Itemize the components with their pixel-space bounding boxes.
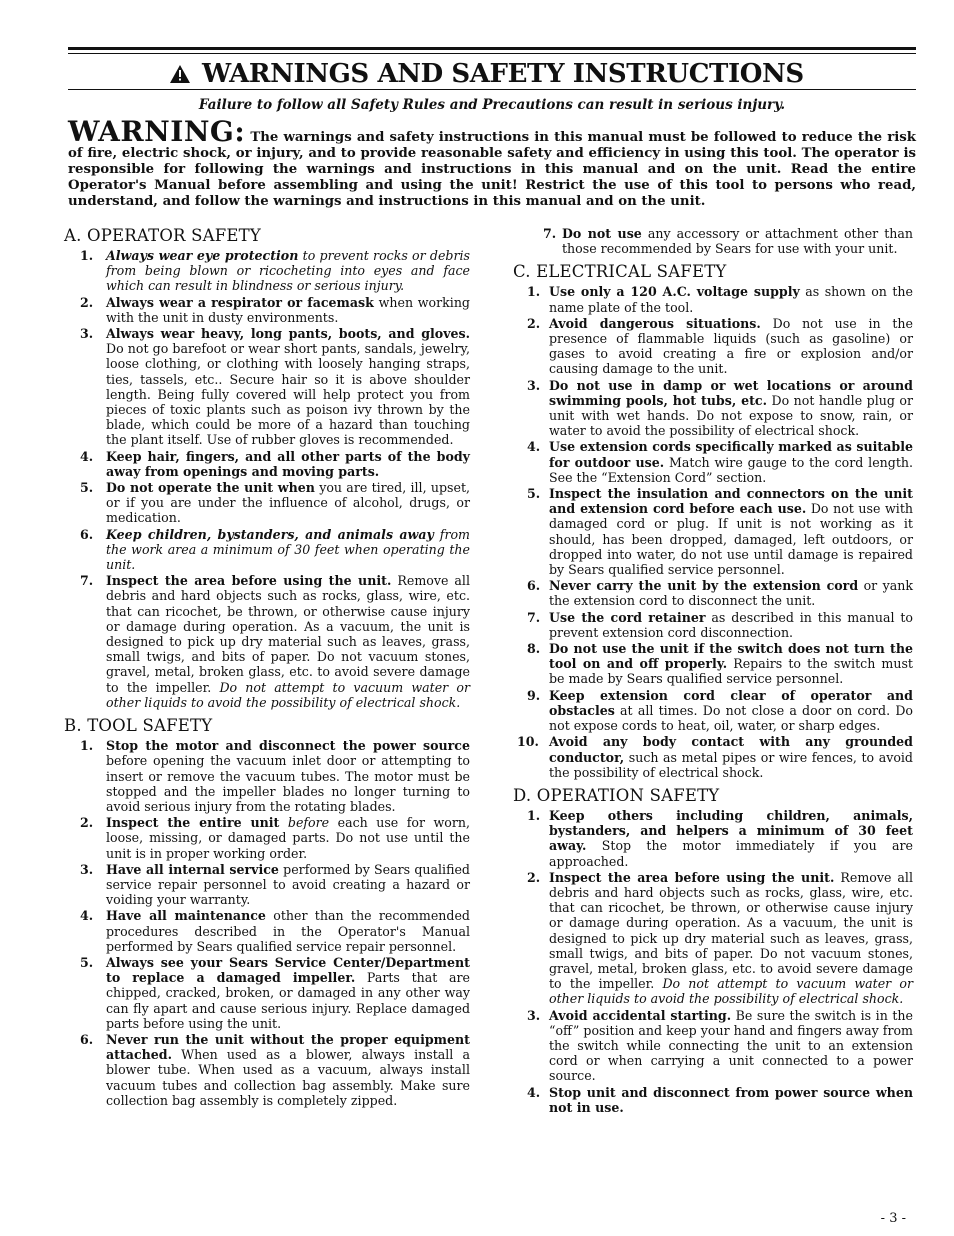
item-number: 9. — [527, 687, 541, 703]
item-text: performed by Sears qualified service repair personnel to avoid creating a hazard or voiding your warranty. — [106, 861, 470, 908]
item-text: as shown on the name plate of the tool. — [549, 284, 913, 315]
list-item — [64, 326, 470, 448]
warning-word: WARNING: — [68, 115, 246, 148]
item-text: before opening the vacuum inlet door or attempting to insert or remove the vacuum tubes. The motor must be stopped and the impeller blades no longer turning to avoid serious injury from the rotating blades. — [106, 753, 470, 814]
item-lead: Have all internal service — [106, 861, 279, 877]
item-number: 3. — [80, 861, 94, 877]
item-number: 4. — [80, 908, 94, 924]
title-underline — [68, 89, 916, 90]
list-item — [513, 1085, 913, 1115]
page-title — [170, 58, 830, 90]
item-lead: Inspect the area before using the unit. — [106, 573, 392, 589]
item-number: 2. — [527, 315, 541, 331]
item-text: Do not use in the presence of flammable liquids (such as gasoline) or gases to avoid creating a fire or explosion and/or causing damage to the unit. — [549, 315, 913, 377]
list-item — [513, 808, 913, 869]
list-item — [64, 1032, 470, 1108]
list-item — [64, 815, 470, 861]
item-number: 3. — [527, 377, 541, 393]
item-lead: Keep extension cord clear of operator and obstacles — [549, 687, 913, 718]
item-lead: Do not operate the unit when — [106, 480, 315, 496]
item-lead: Always wear eye protection — [106, 248, 299, 263]
list-item — [64, 738, 470, 814]
item-number: 8. — [527, 641, 541, 657]
item-lead: Use extension cords specifically marked as suitable for outdoor use. — [549, 439, 913, 470]
item-lead: Inspect the area before using the unit. — [549, 869, 835, 885]
item-number: 6. — [80, 1031, 94, 1047]
item-lead: Stop the motor and disconnect the power source — [106, 738, 470, 754]
item-number: 6. — [80, 526, 94, 542]
item-number: 5. — [527, 486, 541, 502]
item-lead: Do not use the unit if the switch does not turn the tool on and off properly. — [549, 641, 913, 672]
item-text: Do not go barefoot or wear short pants, sandals, jewelry, loose clothing, or clothing with loosely hanging straps, ties, tassels, etc.. Secure hair so it is above shoulder length. Being fully covered will help protect you from pieces of toxic plants such as poison ivy thrown by the blade, which could be more of a hazard than touching the plant itself. Use of rubber gloves is recommended. — [106, 341, 470, 448]
item-lead: Keep others including children, animals, bystanders, and helpers a minimum of 30 feet away. — [549, 807, 913, 854]
item-lead: Stop unit and disconnect from power source when not in use. — [549, 1084, 913, 1115]
item-text: Parts that are chipped, cracked, broken, or damaged in any other way can fly apart and cause serious injury. Replace damaged parts before using the unit. — [106, 970, 470, 1031]
item-lead: Avoid dangerous situations. — [549, 315, 761, 331]
item-lead: Keep children, bystanders, and animals away — [106, 526, 434, 542]
list-item — [513, 870, 913, 1007]
list-item — [513, 734, 913, 780]
item-lead: Always wear heavy, long pants, boots, and gloves. — [106, 326, 470, 342]
item-number: 3. — [80, 326, 94, 342]
item-tail: Do not attempt to vacuum water or other liquids to avoid the possibility of electrical shock. — [549, 976, 913, 1007]
warning-triangle-icon — [170, 65, 190, 83]
item-number: 6. — [527, 578, 541, 594]
item-number: 5. — [80, 954, 94, 970]
title-text: WARNINGS AND SAFETY INSTRUCTIONS — [202, 59, 804, 89]
section-title-tool-safety: B. TOOL SAFETY — [64, 716, 213, 736]
item-text: Stop the motor immediately if you are approached. — [549, 838, 913, 869]
item-number: 3. — [527, 1007, 541, 1023]
list-item — [513, 439, 913, 485]
list-item — [513, 1008, 913, 1084]
operator-safety-continued-list — [513, 226, 913, 256]
item-lead: Never run the unit without the proper equipment attached. — [106, 1031, 470, 1063]
section-title-operator-safety: A. OPERATOR SAFETY — [64, 226, 261, 245]
list-item — [513, 284, 913, 314]
item-text: you are tired, ill, upset, or if you are under the influence of alcohol, drugs, or medication. — [106, 480, 471, 526]
tool-safety-list — [64, 738, 470, 1108]
item-text: to prevent rocks or debris from being blown or ricocheting into eyes and face which can result in blindness or serious injury. — [106, 248, 471, 294]
item-number: 4. — [527, 439, 541, 455]
item-lead: Have all maintenance — [106, 908, 266, 924]
item-number: 1. — [527, 284, 541, 300]
electrical-safety-list — [513, 284, 913, 780]
warning-intro — [68, 115, 916, 210]
item-number: 2. — [80, 815, 94, 831]
item-text: such as metal pipes or wire fences, to avoid the possibility of electrical shock. — [549, 749, 913, 780]
item-lead: Do not use — [562, 226, 642, 241]
item-number: 5. — [80, 480, 94, 496]
list-item — [64, 480, 470, 526]
item-number: 1. — [80, 738, 94, 754]
section-title-operation-safety: D. OPERATION SAFETY — [513, 785, 720, 805]
page-number: - 3 - — [880, 1211, 906, 1226]
item-text: Do not handle plug or unit with wet hands. Do not expose to snow, rain, or water to avoid the possibility of electrical shock. — [549, 392, 914, 439]
operation-safety-list — [513, 808, 913, 1115]
item-text: each use for worn, loose, missing, or damaged parts. Do not use until the unit is in proper working order. — [106, 815, 471, 861]
list-item — [64, 527, 470, 573]
list-item — [513, 486, 913, 577]
item-number: 7. — [80, 573, 94, 589]
item-lead: Avoid accidental starting. — [549, 1007, 732, 1023]
item-text: or yank the extension cord to disconnect the unit. — [549, 578, 913, 609]
subtitle: Failure to follow all Safety Rules and Precautions can result in serious injury. — [198, 97, 786, 113]
item-number: 7. — [543, 226, 557, 241]
list-item — [513, 316, 913, 377]
item-lead: Always see your Sears Service Center/Department to replace a damaged impeller. — [106, 954, 470, 986]
item-number: 1. — [80, 248, 94, 263]
item-number: 2. — [527, 869, 541, 885]
item-text: Be sure the switch is in the “off” position and keep your hand and fingers away from the switch while connecting the unit to an extension cord or when carrying a unit connected to a power source. — [549, 1007, 913, 1084]
list-item — [513, 378, 913, 439]
left-column — [64, 226, 470, 1109]
item-text: Remove all debris and hard objects such as rocks, glass, wire, etc. that can ricochet, be thrown, or otherwise cause injury or damage during operation. As a vacuum, the unit is designed to pick up dry material such as leaves, grass, small twigs, and bits of paper. Do not vacuum stones, gravel, metal, broken glass, etc. to avoid severe damage to the impeller. — [549, 869, 913, 992]
item-tail: Do not attempt to vacuum water or other liquids to avoid the possibility of electrical shock. — [106, 679, 470, 710]
top-double-rule — [68, 47, 916, 54]
item-text: When used as a blower, always install a blower tube. When used as a vacuum, always install vacuum tubes and collection bag assembly. Make sure collection bag assembly is completely zipped. — [106, 1047, 470, 1108]
list-item — [513, 688, 913, 734]
list-item — [513, 578, 913, 608]
item-lead: Inspect the entire unit — [106, 815, 280, 831]
list-item — [513, 610, 913, 640]
item-lead: Keep hair, fingers, and all other parts of the body away from openings and moving parts. — [106, 448, 470, 479]
item-text: Match wire gauge to the cord length. See the “Extension Cord” section. — [549, 454, 913, 485]
item-number: 1. — [527, 807, 541, 823]
item-lead: Always wear a respirator or facemask — [106, 294, 374, 310]
item-lead: Do not use in damp or wet locations or around swimming pools, hot tubs, etc. — [549, 377, 913, 408]
list-item — [513, 641, 913, 687]
item-number: 4. — [80, 448, 94, 464]
item-lead: Avoid any body contact with any grounded conductor, — [549, 734, 913, 765]
item-text: Remove all debris and hard objects such as rocks, glass, wire, etc. that can ricochet, be thrown, or otherwise cause injury or damage during operation. As a vacuum, the unit is designed to pick up dry material such as leaves, grass, small twigs, and bits of paper. Do not vacuum stones, gravel, metal, broken glass, etc. to avoid severe damage to the impeller. — [106, 573, 470, 695]
item-lead: Never carry the unit by the extension cord — [549, 578, 859, 594]
warning-text: The warnings and safety instructions in this manual must be followed to reduce the risk of fire, electric shock, or injury, and to provide reasonable safety and efficiency in using this tool. The operator is responsible for following the warnings and instructions in this manual and on the unit. Read the entire Operator's Manual before assembling and using the unit! Restrict the use of this tool to persons who read, understand, and follow the warnings and instructions in this manual and on the unit. — [68, 130, 916, 209]
section-title-electrical-safety: C. ELECTRICAL SAFETY — [513, 262, 727, 282]
item-text: Do not use with damaged cord or plug. If unit is not working as it should, has been dropped, damaged, left outdoors, or dropped into water, do not use until damage is repaired by Sears qualified service personnel. — [549, 501, 913, 578]
item-text: other than the recommended procedures described in the Operator's Manual performed by Sears qualified service repair personnel. — [106, 908, 470, 954]
item-text: Repairs to the switch must be made by Sears qualified service personnel. — [549, 656, 913, 687]
list-item — [64, 908, 470, 954]
item-emphasis: before — [279, 815, 330, 831]
list-item — [513, 226, 913, 256]
list-item — [64, 248, 470, 294]
item-lead: Use the cord retainer — [549, 609, 706, 625]
item-text: when working with the unit in dusty environments. — [106, 294, 470, 325]
item-text: as described in this manual to prevent extension cord disconnection. — [549, 609, 913, 640]
item-text: any accessory or attachment other than those recommended by Sears for use with your unit. — [562, 226, 913, 257]
item-number: 4. — [527, 1084, 541, 1100]
list-item — [64, 573, 470, 710]
item-number: 2. — [80, 294, 94, 310]
list-item — [64, 955, 470, 1031]
item-text: from the work area a minimum of 30 feet when operating the unit. — [106, 526, 470, 573]
operator-safety-list — [64, 248, 470, 710]
item-lead: Use only a 120 A.C. voltage supply — [549, 284, 800, 300]
list-item — [64, 862, 470, 908]
list-item — [64, 295, 470, 325]
item-number: 10. — [517, 734, 539, 750]
list-item — [64, 449, 470, 479]
item-number: 7. — [527, 609, 541, 625]
item-lead: Inspect the insulation and connectors on the unit and extension cord before each use. — [549, 486, 913, 517]
item-text: at all times. Do not close a door on cord. Do not expose cords to heat, oil, water, or sharp edges. — [549, 702, 913, 734]
right-column — [513, 226, 913, 1116]
